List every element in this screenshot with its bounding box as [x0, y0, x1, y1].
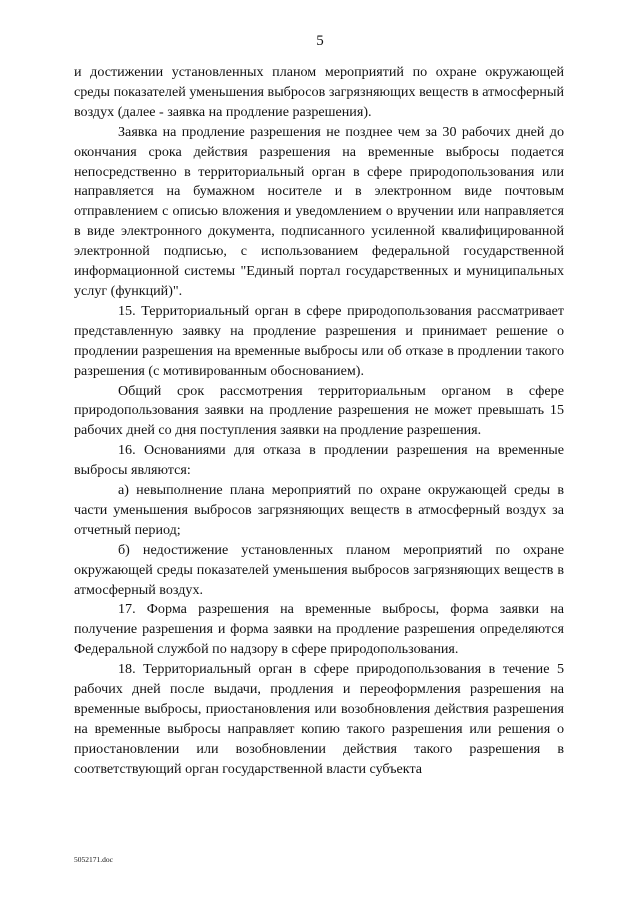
document-body	[74, 63, 564, 780]
paragraph-continuation: и достижении установленных планом мероприятий по охране окружающей среды показателей уменьшения выбросов загрязняющих веществ в атмосферный воздух (далее - заявка на продление разрешения).	[74, 64, 564, 120]
paragraph-clause-16-b: б) недостижение установленных планом мероприятий по охране окружающей среды показателей уменьшения выбросов загрязняющих веществ в атмосферный воздух.	[74, 541, 564, 598]
paragraph-clause-16-a: а) невыполнение плана мероприятий по охране окружающей среды в части уменьшения выбросов загрязняющих веществ в атмосферный воздух за отчетный период;	[74, 482, 564, 538]
paragraph-renewal-application: Заявка на продление разрешения не позднее чем за 30 рабочих дней до окончания срока действия разрешения на временные выбросы подается непосредственно в территориальный орган в сфере природопользования или направляется на бумажном носителе и в электронном виде почтовым отправлением с описью вложения и уведомлением о вручении или направляется в виде электронного документа, подписанного усиленной квалифицированной электронной подписью, с использованием федеральной государственной информационной системы "Единый портал государственных и муниципальных услуг (функций)".	[74, 123, 564, 299]
paragraph-clause-16: 16. Основаниями для отказа в продлении разрешения на временные выбросы являются:	[74, 442, 564, 479]
paragraph-clause-15: 15. Территориальный орган в сфере природопользования рассматривает представленную заявку на продление разрешения и принимает решение о продлении разрешения на временные выбросы или об отказе в продлении такого разрешения (с мотивированным обоснованием).	[74, 302, 564, 379]
paragraph-clause-17: 17. Форма разрешения на временные выбросы, форма заявки на получение разрешения и форма заявки на продление разрешения определяются Федеральной службой по надзору в сфере природопользования.	[74, 601, 564, 658]
paragraph-review-period: Общий срок рассмотрения территориальным органом в сфере природопользования заявки на продление разрешения не может превышать 15 рабочих дней со дня поступления заявки на продление разрешения.	[74, 382, 564, 439]
page-number: 5	[316, 33, 324, 49]
paragraph-clause-18: 18. Территориальный орган в сфере природопользования в течение 5 рабочих дней после выдачи, продления и переоформления разрешения на временные выбросы, приостановления или возобновления действия разрешения на временные выбросы направляет копию такого разрешения или решения о приостановлении или возобновлении действия такого разрешения в соответствующий орган государственной власти субъекта	[74, 661, 564, 777]
document-file-code: 5052171.doc	[74, 855, 113, 864]
